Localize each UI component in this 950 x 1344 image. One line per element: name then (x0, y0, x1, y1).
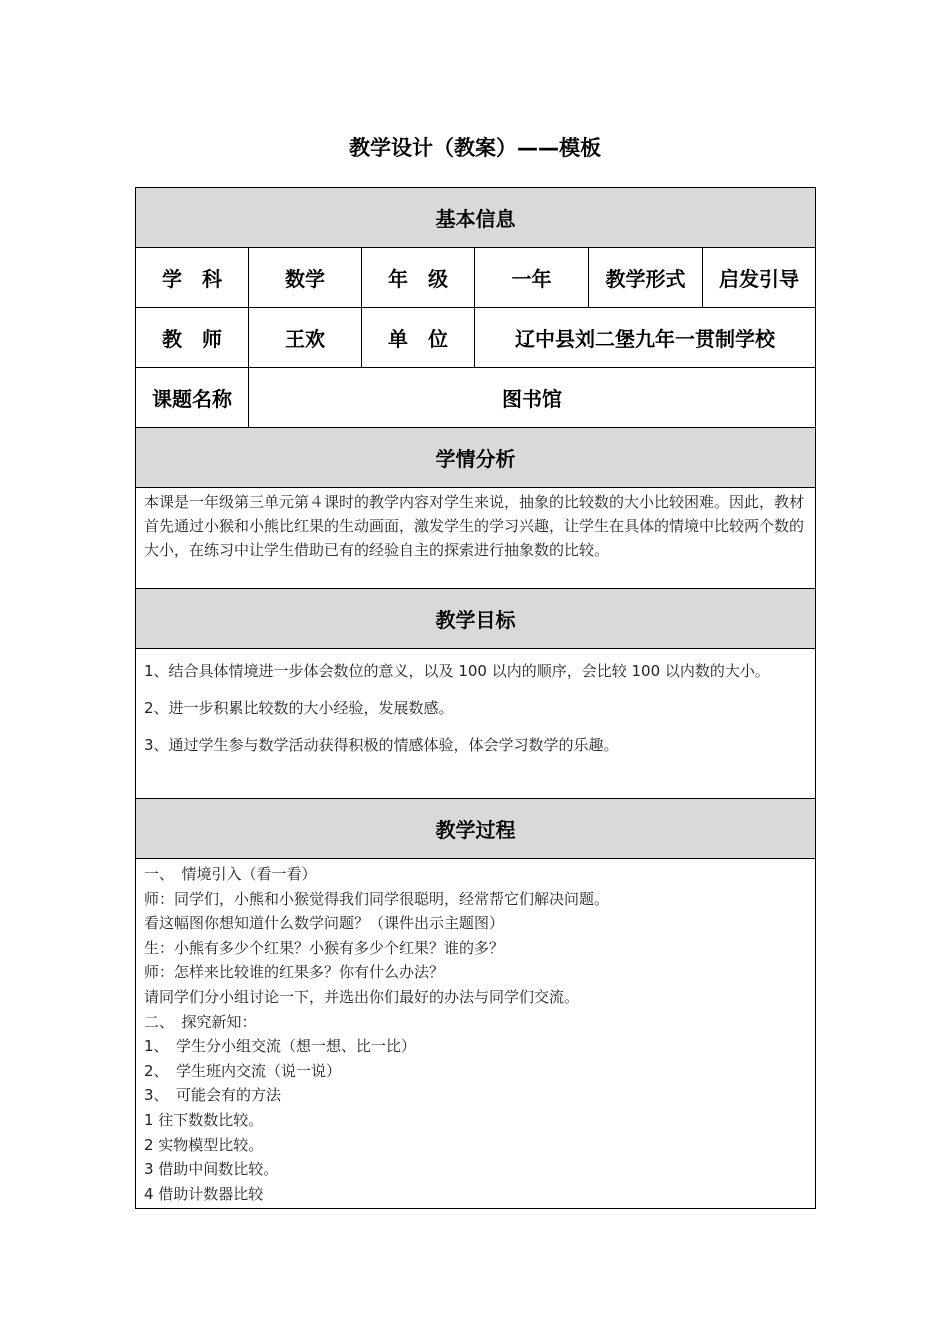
process-line: 3 借助中间数比较。 (144, 1160, 279, 1179)
process-line: 2 实物模型比较。 (144, 1135, 264, 1154)
process-line: 一、 情境引入（看一看） (144, 865, 317, 883)
teaching-form-value: 启发引导 (703, 248, 816, 308)
process-line: 3、 可能会有的方法 (144, 1086, 282, 1105)
subject-value: 数学 (249, 248, 362, 308)
topic-value: 图书馆 (249, 368, 816, 428)
process-line: 1、 学生分小组交流（想一想、比一比） (144, 1037, 417, 1056)
process-line: 请同学们分小组讨论一下，并选出你们最好的办法与同学们交流。 (144, 987, 580, 1006)
process-header: 教学过程 (136, 799, 816, 859)
basic-info-header: 基本信息 (136, 188, 816, 248)
goal-item: 3、通过学生参与数学活动获得积极的情感体验，体会学习数学的乐趣。 (144, 736, 619, 754)
analysis-text: 本课是一年级第三单元第４课时的教学内容对学生来说，抽象的比较数的大小比较困难。因此，教材首先通过小猴和小熊比红果的生动画面，激发学生的学习兴趣，让学生在具体的情境中比较两个数的大小，在练习中让学生借助已有的经验自主的探索进行抽象数的比较。 (136, 488, 816, 589)
process-content (136, 859, 816, 1209)
process-line: 师：怎样来比较谁的红果多？你有什么办法？ (144, 963, 445, 982)
process-line: 二、 探究新知： (144, 1012, 257, 1031)
page-title: 教学设计（教案）——模板 (349, 136, 601, 160)
process-line: 看这幅图你想知道什么数学问题？（课件出示主题图） (144, 914, 505, 933)
grade-value: 一年 (475, 248, 589, 308)
topic-label: 课题名称 (136, 368, 249, 428)
process-line: 生：小熊有多少个红果？小猴有多少个红果？谁的多？ (144, 938, 505, 957)
goals-header: 教学目标 (136, 589, 816, 649)
process-line: 2、 学生班内交流（说一说） (144, 1061, 342, 1080)
grade-label: 年 级 (362, 248, 475, 308)
subject-label: 学 科 (136, 248, 249, 308)
lesson-plan-table (135, 187, 816, 1209)
goal-item: 1、结合具体情境进一步体会数位的意义，以及 100 以内的顺序，会比较 100 以内数的大小。 (144, 662, 770, 680)
process-line: 4 借助计数器比较 (144, 1184, 264, 1203)
teacher-label: 教 师 (136, 308, 249, 368)
process-line: 师：同学们，小熊和小猴觉得我们同学很聪明，经常帮它们解决问题。 (144, 889, 610, 908)
teaching-form-label: 教学形式 (589, 248, 703, 308)
goals-list (136, 649, 816, 799)
goal-item: 2、进一步积累比较数的大小经验，发展数感。 (144, 699, 454, 717)
unit-value: 辽中县刘二堡九年一贯制学校 (475, 308, 816, 368)
teacher-value: 王欢 (249, 308, 362, 368)
unit-label: 单 位 (362, 308, 475, 368)
process-line: 1 往下数数比较。 (144, 1110, 264, 1129)
analysis-header: 学情分析 (136, 428, 816, 488)
